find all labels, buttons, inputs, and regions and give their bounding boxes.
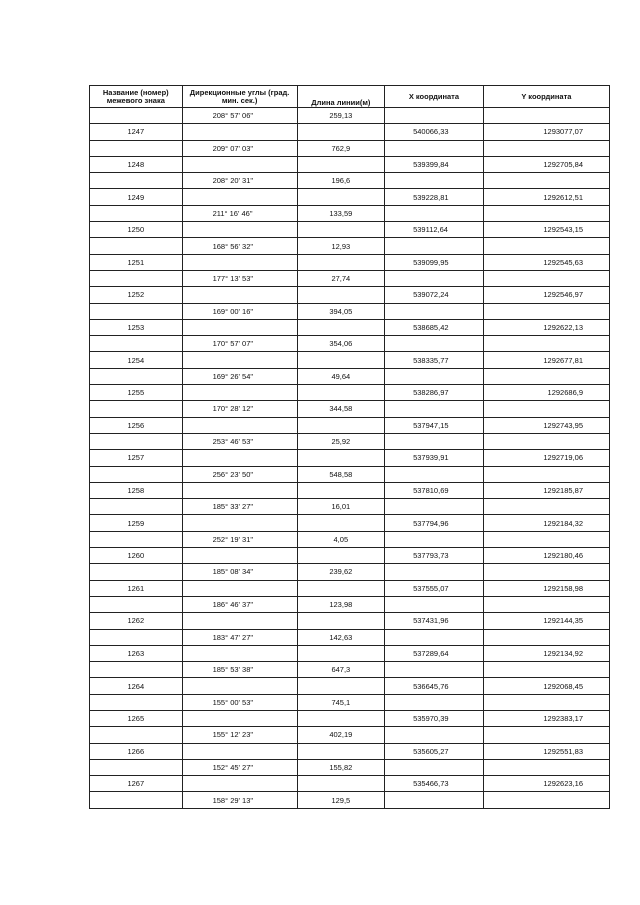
marker-name-cell: 1257 xyxy=(90,450,183,466)
y-coordinate-cell xyxy=(483,466,609,482)
marker-name-cell: 1253 xyxy=(90,319,183,335)
marker-name-cell: 1250 xyxy=(90,222,183,238)
marker-name-cell xyxy=(90,303,183,319)
direction-angle-cell: 211° 16' 46" xyxy=(182,205,297,221)
line-length-cell: 4,05 xyxy=(297,531,385,547)
point-row xyxy=(90,678,610,694)
point-row xyxy=(90,482,610,498)
direction-angle-cell: 155° 12' 23" xyxy=(182,727,297,743)
line-length-cell: 344,58 xyxy=(297,401,385,417)
direction-angle-cell xyxy=(182,222,297,238)
marker-name-cell: 1262 xyxy=(90,613,183,629)
direction-angle-cell: 186° 46' 37" xyxy=(182,596,297,612)
marker-name-cell: 1254 xyxy=(90,352,183,368)
segment-row xyxy=(90,662,610,678)
y-coordinate-cell: 1292705,84 xyxy=(483,156,609,172)
marker-name-cell: 1260 xyxy=(90,548,183,564)
line-length-cell xyxy=(297,645,385,661)
x-coordinate-cell: 535970,39 xyxy=(385,710,484,726)
marker-name-cell xyxy=(90,564,183,580)
y-coordinate-cell: 1292612,51 xyxy=(483,189,609,205)
y-coordinate-cell xyxy=(483,401,609,417)
x-coordinate-cell: 535466,73 xyxy=(385,776,484,792)
line-length-cell: 402,19 xyxy=(297,727,385,743)
y-coordinate-cell: 1292546,97 xyxy=(483,287,609,303)
segment-row xyxy=(90,336,610,352)
line-length-cell xyxy=(297,678,385,694)
marker-name-cell: 1248 xyxy=(90,156,183,172)
y-coordinate-cell: 1292383,17 xyxy=(483,710,609,726)
x-coordinate-cell xyxy=(385,368,484,384)
x-coordinate-cell xyxy=(385,108,484,124)
segment-row xyxy=(90,173,610,189)
line-length-cell: 123,98 xyxy=(297,596,385,612)
direction-angle-cell xyxy=(182,482,297,498)
x-coordinate-cell: 536645,76 xyxy=(385,678,484,694)
y-coordinate-cell xyxy=(483,368,609,384)
line-length-cell: 49,64 xyxy=(297,368,385,384)
y-coordinate-cell xyxy=(483,629,609,645)
line-length-cell xyxy=(297,417,385,433)
marker-name-cell: 1266 xyxy=(90,743,183,759)
marker-name-cell: 1265 xyxy=(90,710,183,726)
x-coordinate-cell: 537289,64 xyxy=(385,645,484,661)
line-length-cell: 196,6 xyxy=(297,173,385,189)
segment-row xyxy=(90,694,610,710)
x-coordinate-cell xyxy=(385,792,484,808)
marker-name-cell: 1263 xyxy=(90,645,183,661)
point-row xyxy=(90,352,610,368)
point-row xyxy=(90,222,610,238)
x-coordinate-cell: 539228,81 xyxy=(385,189,484,205)
y-coordinate-cell xyxy=(483,596,609,612)
line-length-cell: 25,92 xyxy=(297,433,385,449)
x-coordinate-cell: 537939,91 xyxy=(385,450,484,466)
segment-row xyxy=(90,205,610,221)
segment-row xyxy=(90,629,610,645)
point-row xyxy=(90,156,610,172)
marker-name-cell xyxy=(90,531,183,547)
marker-name-cell xyxy=(90,759,183,775)
x-coordinate-cell: 537555,07 xyxy=(385,580,484,596)
y-coordinate-cell: 1292158,98 xyxy=(483,580,609,596)
segment-row xyxy=(90,531,610,547)
marker-name-cell xyxy=(90,401,183,417)
marker-name-cell xyxy=(90,466,183,482)
segment-row xyxy=(90,596,610,612)
direction-angle-cell xyxy=(182,254,297,270)
line-length-cell xyxy=(297,548,385,564)
line-length-cell: 394,05 xyxy=(297,303,385,319)
direction-angle-cell xyxy=(182,678,297,694)
segment-row xyxy=(90,303,610,319)
x-coordinate-cell xyxy=(385,238,484,254)
marker-name-cell: 1247 xyxy=(90,124,183,140)
segment-row xyxy=(90,140,610,156)
direction-angle-cell xyxy=(182,352,297,368)
marker-name-cell: 1251 xyxy=(90,254,183,270)
line-length-cell xyxy=(297,124,385,140)
segment-row xyxy=(90,270,610,286)
x-coordinate-cell xyxy=(385,564,484,580)
x-coordinate-cell xyxy=(385,727,484,743)
x-coordinate-cell: 539072,24 xyxy=(385,287,484,303)
line-length-cell: 239,62 xyxy=(297,564,385,580)
point-row xyxy=(90,710,610,726)
marker-name-cell xyxy=(90,336,183,352)
direction-angle-cell xyxy=(182,515,297,531)
line-length-cell: 354,06 xyxy=(297,336,385,352)
segment-row xyxy=(90,433,610,449)
marker-name-cell xyxy=(90,205,183,221)
segment-row xyxy=(90,368,610,384)
segment-row xyxy=(90,499,610,515)
direction-angle-cell: 208° 57' 06" xyxy=(182,108,297,124)
direction-angle-cell: 170° 28' 12" xyxy=(182,401,297,417)
x-coordinate-cell xyxy=(385,466,484,482)
header-length: Длина линии(м) xyxy=(297,86,385,108)
x-coordinate-cell: 537947,15 xyxy=(385,417,484,433)
x-coordinate-cell xyxy=(385,694,484,710)
direction-angle-cell: 185° 53' 38" xyxy=(182,662,297,678)
segment-row xyxy=(90,401,610,417)
direction-angle-cell xyxy=(182,319,297,335)
x-coordinate-cell xyxy=(385,759,484,775)
line-length-cell: 12,93 xyxy=(297,238,385,254)
marker-name-cell: 1267 xyxy=(90,776,183,792)
segment-row xyxy=(90,792,610,808)
point-row xyxy=(90,319,610,335)
y-coordinate-cell: 1292686,9 xyxy=(483,385,609,401)
direction-angle-cell: 152° 45' 27" xyxy=(182,759,297,775)
y-coordinate-cell xyxy=(483,662,609,678)
y-coordinate-cell: 1292543,15 xyxy=(483,222,609,238)
y-coordinate-cell xyxy=(483,759,609,775)
direction-angle-cell: 155° 00' 53" xyxy=(182,694,297,710)
direction-angle-cell xyxy=(182,124,297,140)
point-row xyxy=(90,645,610,661)
y-coordinate-cell xyxy=(483,499,609,515)
line-length-cell xyxy=(297,482,385,498)
x-coordinate-cell xyxy=(385,270,484,286)
x-coordinate-cell xyxy=(385,401,484,417)
direction-angle-cell xyxy=(182,417,297,433)
y-coordinate-cell: 1292134,92 xyxy=(483,645,609,661)
marker-name-cell: 1252 xyxy=(90,287,183,303)
x-coordinate-cell xyxy=(385,336,484,352)
y-coordinate-cell xyxy=(483,238,609,254)
y-coordinate-cell: 1292184,32 xyxy=(483,515,609,531)
direction-angle-cell xyxy=(182,613,297,629)
line-length-cell: 647,3 xyxy=(297,662,385,678)
point-row xyxy=(90,124,610,140)
x-coordinate-cell xyxy=(385,433,484,449)
line-length-cell xyxy=(297,450,385,466)
y-coordinate-cell: 1292743,95 xyxy=(483,417,609,433)
line-length-cell: 259,13 xyxy=(297,108,385,124)
y-coordinate-cell xyxy=(483,336,609,352)
table-header-row xyxy=(90,86,610,108)
marker-name-cell xyxy=(90,629,183,645)
direction-angle-cell xyxy=(182,776,297,792)
marker-name-cell xyxy=(90,140,183,156)
marker-name-cell xyxy=(90,499,183,515)
marker-name-cell: 1256 xyxy=(90,417,183,433)
direction-angle-cell: 169° 00' 16" xyxy=(182,303,297,319)
y-coordinate-cell: 1292068,45 xyxy=(483,678,609,694)
direction-angle-cell xyxy=(182,548,297,564)
segment-row xyxy=(90,564,610,580)
marker-name-cell xyxy=(90,173,183,189)
x-coordinate-cell: 538685,42 xyxy=(385,319,484,335)
x-coordinate-cell: 537810,69 xyxy=(385,482,484,498)
x-coordinate-cell xyxy=(385,303,484,319)
y-coordinate-cell: 1292623,16 xyxy=(483,776,609,792)
point-row xyxy=(90,613,610,629)
line-length-cell xyxy=(297,580,385,596)
segment-row xyxy=(90,466,610,482)
x-coordinate-cell xyxy=(385,662,484,678)
point-row xyxy=(90,776,610,792)
marker-name-cell xyxy=(90,727,183,743)
y-coordinate-cell: 1292180,46 xyxy=(483,548,609,564)
x-coordinate-cell xyxy=(385,629,484,645)
x-coordinate-cell: 539399,84 xyxy=(385,156,484,172)
line-length-cell xyxy=(297,189,385,205)
x-coordinate-cell: 537793,73 xyxy=(385,548,484,564)
direction-angle-cell: 209° 07' 03" xyxy=(182,140,297,156)
x-coordinate-cell: 539099,95 xyxy=(385,254,484,270)
direction-angle-cell xyxy=(182,156,297,172)
direction-angle-cell xyxy=(182,710,297,726)
marker-name-cell xyxy=(90,596,183,612)
line-length-cell xyxy=(297,287,385,303)
marker-name-cell xyxy=(90,433,183,449)
point-row xyxy=(90,548,610,564)
header-name: Название (номер) межевого знака xyxy=(90,86,183,108)
x-coordinate-cell: 537431,96 xyxy=(385,613,484,629)
table-body xyxy=(90,108,610,809)
point-row xyxy=(90,254,610,270)
y-coordinate-cell: 1292185,87 xyxy=(483,482,609,498)
y-coordinate-cell xyxy=(483,173,609,189)
marker-name-cell: 1255 xyxy=(90,385,183,401)
y-coordinate-cell xyxy=(483,694,609,710)
line-length-cell xyxy=(297,613,385,629)
line-length-cell xyxy=(297,319,385,335)
point-row xyxy=(90,450,610,466)
x-coordinate-cell xyxy=(385,205,484,221)
line-length-cell: 27,74 xyxy=(297,270,385,286)
marker-name-cell: 1261 xyxy=(90,580,183,596)
line-length-cell xyxy=(297,710,385,726)
line-length-cell xyxy=(297,776,385,792)
line-length-cell xyxy=(297,156,385,172)
point-row xyxy=(90,385,610,401)
marker-name-cell: 1249 xyxy=(90,189,183,205)
line-length-cell: 745,1 xyxy=(297,694,385,710)
direction-angle-cell: 253° 46' 53" xyxy=(182,433,297,449)
marker-name-cell xyxy=(90,792,183,808)
boundary-coordinates-table xyxy=(89,85,610,809)
direction-angle-cell xyxy=(182,645,297,661)
y-coordinate-cell xyxy=(483,303,609,319)
direction-angle-cell: 208° 20' 31" xyxy=(182,173,297,189)
point-row xyxy=(90,287,610,303)
y-coordinate-cell: 1292545,63 xyxy=(483,254,609,270)
line-length-cell: 155,82 xyxy=(297,759,385,775)
header-x: X координата xyxy=(385,86,484,108)
direction-angle-cell: 170° 57' 07" xyxy=(182,336,297,352)
y-coordinate-cell: 1292677,81 xyxy=(483,352,609,368)
direction-angle-cell: 256° 23' 50" xyxy=(182,466,297,482)
x-coordinate-cell: 535605,27 xyxy=(385,743,484,759)
line-length-cell: 142,63 xyxy=(297,629,385,645)
direction-angle-cell: 185° 33' 27" xyxy=(182,499,297,515)
direction-angle-cell: 183° 47' 27" xyxy=(182,629,297,645)
y-coordinate-cell xyxy=(483,108,609,124)
y-coordinate-cell: 1293077,07 xyxy=(483,124,609,140)
direction-angle-cell xyxy=(182,287,297,303)
y-coordinate-cell xyxy=(483,564,609,580)
x-coordinate-cell: 538335,77 xyxy=(385,352,484,368)
y-coordinate-cell: 1292719,06 xyxy=(483,450,609,466)
x-coordinate-cell xyxy=(385,596,484,612)
y-coordinate-cell xyxy=(483,727,609,743)
marker-name-cell xyxy=(90,662,183,678)
point-row xyxy=(90,515,610,531)
marker-name-cell xyxy=(90,108,183,124)
header-y: Y координата xyxy=(483,86,609,108)
y-coordinate-cell: 1292622,13 xyxy=(483,319,609,335)
line-length-cell xyxy=(297,254,385,270)
segment-row xyxy=(90,759,610,775)
x-coordinate-cell xyxy=(385,499,484,515)
direction-angle-cell xyxy=(182,580,297,596)
y-coordinate-cell xyxy=(483,531,609,547)
line-length-cell: 762,9 xyxy=(297,140,385,156)
y-coordinate-cell xyxy=(483,433,609,449)
y-coordinate-cell: 1292551,83 xyxy=(483,743,609,759)
line-length-cell: 548,58 xyxy=(297,466,385,482)
x-coordinate-cell: 537794,96 xyxy=(385,515,484,531)
x-coordinate-cell xyxy=(385,531,484,547)
y-coordinate-cell xyxy=(483,205,609,221)
y-coordinate-cell xyxy=(483,140,609,156)
point-row xyxy=(90,580,610,596)
direction-angle-cell xyxy=(182,385,297,401)
x-coordinate-cell xyxy=(385,173,484,189)
line-length-cell xyxy=(297,222,385,238)
direction-angle-cell xyxy=(182,189,297,205)
line-length-cell xyxy=(297,515,385,531)
marker-name-cell: 1258 xyxy=(90,482,183,498)
x-coordinate-cell xyxy=(385,140,484,156)
y-coordinate-cell: 1292144,35 xyxy=(483,613,609,629)
direction-angle-cell: 185° 08' 34" xyxy=(182,564,297,580)
direction-angle-cell: 158° 29' 13" xyxy=(182,792,297,808)
point-row xyxy=(90,189,610,205)
header-angle: Дирекционные углы (град. мин. сек.) xyxy=(182,86,297,108)
direction-angle-cell: 252° 19' 31" xyxy=(182,531,297,547)
x-coordinate-cell: 540066,33 xyxy=(385,124,484,140)
line-length-cell xyxy=(297,743,385,759)
marker-name-cell xyxy=(90,270,183,286)
line-length-cell xyxy=(297,385,385,401)
line-length-cell xyxy=(297,352,385,368)
direction-angle-cell xyxy=(182,450,297,466)
direction-angle-cell: 168° 56' 32" xyxy=(182,238,297,254)
direction-angle-cell xyxy=(182,743,297,759)
segment-row xyxy=(90,238,610,254)
segment-row xyxy=(90,108,610,124)
marker-name-cell: 1264 xyxy=(90,678,183,694)
marker-name-cell: 1259 xyxy=(90,515,183,531)
line-length-cell: 129,5 xyxy=(297,792,385,808)
x-coordinate-cell: 539112,64 xyxy=(385,222,484,238)
direction-angle-cell: 169° 26' 54" xyxy=(182,368,297,384)
direction-angle-cell: 177° 13' 53" xyxy=(182,270,297,286)
line-length-cell: 133,59 xyxy=(297,205,385,221)
y-coordinate-cell xyxy=(483,270,609,286)
point-row xyxy=(90,417,610,433)
line-length-cell: 16,01 xyxy=(297,499,385,515)
marker-name-cell xyxy=(90,694,183,710)
marker-name-cell xyxy=(90,238,183,254)
y-coordinate-cell xyxy=(483,792,609,808)
segment-row xyxy=(90,727,610,743)
x-coordinate-cell: 538286,97 xyxy=(385,385,484,401)
marker-name-cell xyxy=(90,368,183,384)
point-row xyxy=(90,743,610,759)
